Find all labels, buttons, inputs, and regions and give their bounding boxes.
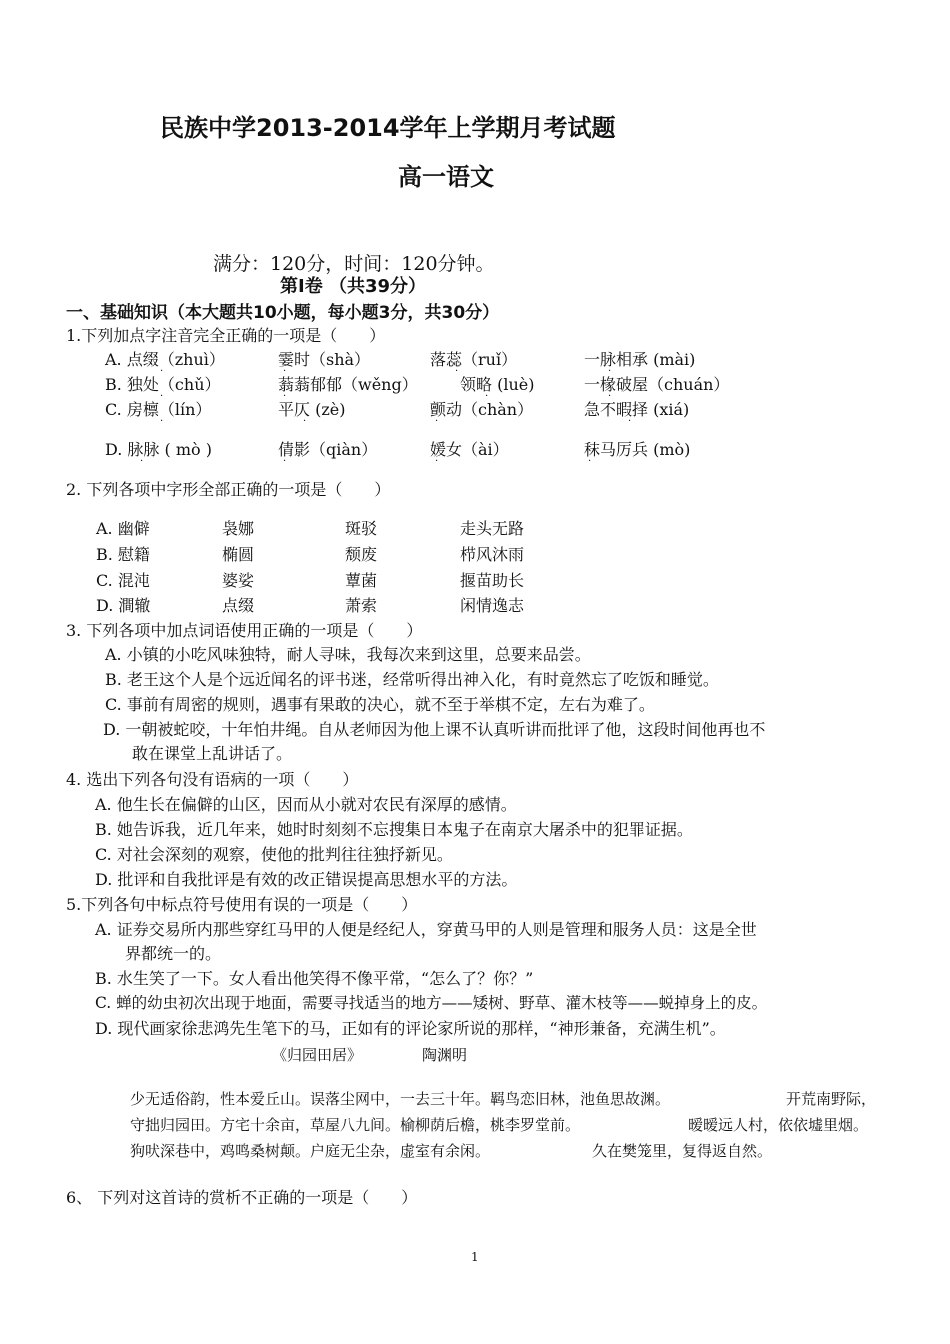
poem-line: 守拙归园田。方宅十余亩，草屋八九间。榆柳荫后檐，桃李罗堂前。 bbox=[130, 1116, 581, 1134]
q2-option: C. 混沌 bbox=[96, 571, 150, 590]
q1-option: 倩影（qiàn） bbox=[278, 440, 378, 459]
question-3-stem: 3. 下列各项中加点词语使用正确的一项是（ ） bbox=[66, 621, 423, 640]
q4-option-c: C. 对社会深刻的观察，使他的批判往往独抒新见。 bbox=[95, 845, 453, 864]
q5-option-a-continued: 界都统一的。 bbox=[125, 944, 222, 963]
q2-option: 栉风沐雨 bbox=[460, 545, 525, 564]
poem-line: 狗吠深巷中，鸡鸣桑树颠。户庭无尘杂，虚室有余闲。 bbox=[130, 1142, 491, 1160]
emphasis-dot: · bbox=[283, 391, 287, 402]
emphasis-dot: · bbox=[160, 416, 164, 427]
emphasis-dot: · bbox=[140, 456, 144, 467]
q5-option-b: B. 水生笑了一下。女人看出他笑得不像平常，“怎么了？你？” bbox=[95, 969, 534, 988]
emphasis-dot: · bbox=[435, 456, 439, 467]
q2-option: 婆娑 bbox=[222, 571, 255, 590]
question-6-stem: 6、 下列对这首诗的赏析不正确的一项是（ ） bbox=[66, 1188, 418, 1207]
q2-option: 闲情逸志 bbox=[460, 596, 525, 615]
question-4-stem: 4. 选出下列各句没有语病的一项（ ） bbox=[66, 770, 359, 789]
section-heading: 一、基础知识（本大题共10小题，每小题3分，共30分） bbox=[66, 303, 500, 323]
emphasis-dot: · bbox=[628, 416, 632, 427]
q2-option: 蕈菌 bbox=[345, 571, 378, 590]
q3-option-c: C. 事前有周密的规则，遇事有果敢的决心，就不至于举棋不定，左右为难了。 bbox=[105, 695, 655, 714]
q1-option: 落蕊（ruǐ） bbox=[430, 350, 518, 369]
poem-line: 久在樊笼里，复得返自然。 bbox=[592, 1142, 773, 1160]
q1-option: 蓊蓊郁郁（wěng） bbox=[278, 375, 418, 394]
q2-option: 袅娜 bbox=[222, 519, 255, 538]
emphasis-dot: · bbox=[608, 391, 612, 402]
question-5-stem: 5.下列各句中标点符号使用有误的一项是（ ） bbox=[66, 895, 418, 914]
q3-option-a: A. 小镇的小吃风味独特，耐人寻味，我每次来到这里，总要来品尝。 bbox=[105, 645, 591, 664]
emphasis-dot: · bbox=[485, 391, 489, 402]
q1-option: C. 房檩（lín） bbox=[105, 400, 212, 419]
question-1-stem: 1.下列加点字注音完全正确的一项是（ ） bbox=[66, 326, 386, 345]
emphasis-dot: · bbox=[435, 416, 439, 427]
q2-option: 斑驳 bbox=[345, 519, 378, 538]
q4-option-d: D. 批评和自我批评是有效的改正错误提高思想水平的方法。 bbox=[95, 870, 518, 889]
q1-option: 急不暇择 (xiá) bbox=[584, 400, 690, 419]
q1-option: 媛女（ài） bbox=[430, 440, 509, 459]
q1-option: 秣马厉兵 (mò) bbox=[584, 440, 691, 459]
volume-heading: 第Ⅰ卷 （共39分） bbox=[280, 276, 427, 297]
q1-option: A. 点缀（zhuì） bbox=[105, 350, 225, 369]
page-number: 1 bbox=[471, 1250, 479, 1264]
score-time: 满分：120分，时间：120分钟。 bbox=[213, 253, 495, 275]
q1-option: 霎时（shà） bbox=[278, 350, 371, 369]
poem-title: 《归园田居》 bbox=[272, 1046, 363, 1064]
q1-option: 领略 (luè) bbox=[460, 375, 535, 394]
emphasis-dot: · bbox=[160, 391, 164, 402]
question-2-stem: 2. 下列各项中字形全部正确的一项是（ ） bbox=[66, 480, 391, 499]
q5-option-d: D. 现代画家徐悲鸿先生笔下的马，正如有的评论家所说的那样，“神形兼备，充满生机”。 bbox=[95, 1019, 726, 1038]
poem-line: 少无适俗韵，性本爱丘山。误落尘网中，一去三十年。羁鸟恋旧林，池鱼思故渊。 bbox=[130, 1090, 671, 1108]
q2-option: 点缀 bbox=[222, 596, 255, 615]
emphasis-dot: · bbox=[283, 366, 287, 377]
q3-option-b: B. 老王这个人是个远近闻名的评书迷，经常听得出神入化，有时竟然忘了吃饭和睡觉。 bbox=[105, 670, 719, 689]
emphasis-dot: · bbox=[608, 366, 612, 377]
q1-option: 一椽破屋（chuán） bbox=[584, 375, 730, 394]
emphasis-dot: · bbox=[588, 456, 592, 467]
q3-option-d: D. 一朝被蛇咬，十年怕井绳。自从老师因为他上课不认真听讲而批评了他，这段时间他再也不 bbox=[103, 720, 766, 739]
q5-option-c: C. 蝉的幼虫初次出现于地面，需要寻找适当的地方——矮树、野草、灌木枝等——蜕掉身上的皮。 bbox=[95, 994, 768, 1012]
q3-option-d-continued: 敢在课堂上乱讲话了。 bbox=[132, 744, 293, 763]
q4-option-a: A. 他生长在偏僻的山区，因而从小就对农民有深厚的感情。 bbox=[95, 795, 517, 814]
q2-option: 揠苗助长 bbox=[460, 571, 525, 590]
q1-option: D. 脉脉 ( mò ) bbox=[105, 440, 212, 459]
emphasis-dot: · bbox=[283, 456, 287, 467]
q5-option-a: A. 证券交易所内那些穿红马甲的人便是经纪人，穿黄马甲的人则是管理和服务人员：这是全世 bbox=[95, 920, 757, 939]
subject-title: 高一语文 bbox=[398, 163, 494, 191]
q2-option: B. 慰籍 bbox=[96, 545, 150, 564]
q2-option: 颓废 bbox=[345, 545, 378, 564]
poem-line: 开荒南野际， bbox=[786, 1090, 877, 1108]
q1-option: B. 独处（chǔ） bbox=[105, 375, 221, 394]
q2-option: 椭圆 bbox=[222, 545, 255, 564]
emphasis-dot: · bbox=[303, 416, 307, 427]
q4-option-b: B. 她告诉我，近几年来，她时时刻刻不忘搜集日本鬼子在南京大屠杀中的犯罪证据。 bbox=[95, 820, 693, 839]
q2-option: 走头无路 bbox=[460, 519, 525, 538]
emphasis-dot: · bbox=[160, 366, 164, 377]
emphasis-dot: · bbox=[455, 366, 459, 377]
poem-author: 陶渊明 bbox=[422, 1046, 468, 1064]
q2-option: A. 幽僻 bbox=[96, 519, 150, 538]
exam-title: 民族中学2013-2014学年上学期月考试题 bbox=[160, 114, 616, 142]
q2-option: 萧索 bbox=[345, 596, 378, 615]
q2-option: D. 澗辙 bbox=[96, 596, 151, 615]
q1-option: 一脉相承 (mài) bbox=[584, 350, 696, 369]
q1-option: 平仄 (zè) bbox=[278, 400, 346, 419]
poem-line: 暧暧远人村，依依墟里烟。 bbox=[688, 1116, 869, 1134]
q1-option: 颤动（chàn） bbox=[430, 400, 534, 419]
